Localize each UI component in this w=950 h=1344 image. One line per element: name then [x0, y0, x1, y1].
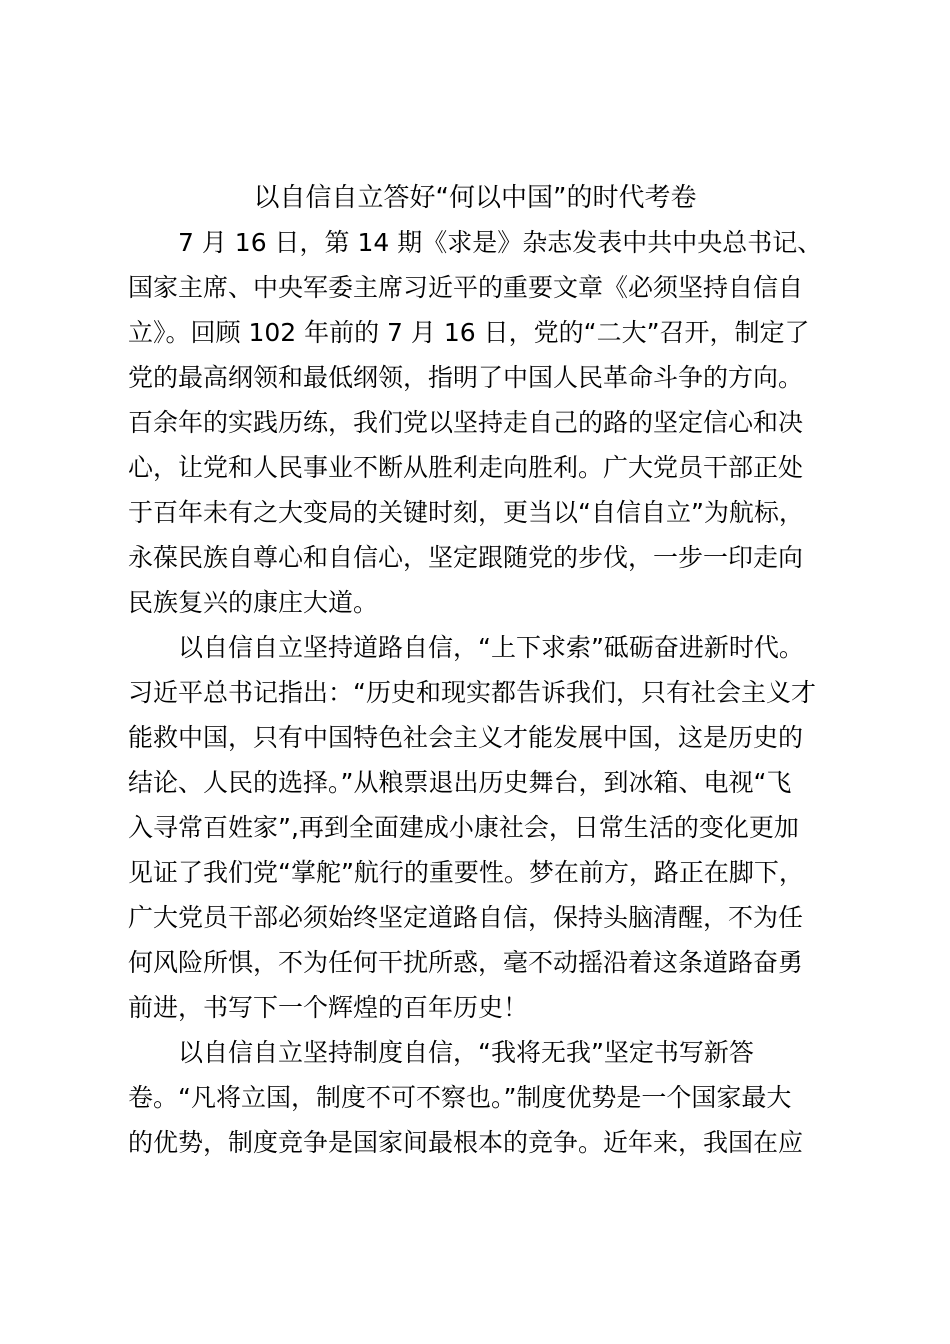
body-line: 于百年未有之大变局的关键时刻，更当以“自信自立”为航标， [128, 498, 804, 527]
body-line: 见证了我们党“掌舵”航行的重要性。梦在前方，路正在脚下， [128, 858, 804, 887]
body-line: 结论、人民的选择。”从粮票退出历史舞台，到冰箱、电视“飞 [128, 768, 792, 797]
body-line: 7 月 16 日，第 14 期《求是》杂志发表中共中央总书记、 [178, 228, 823, 257]
body-line: 的优势，制度竞争是国家间最根本的竞争。近年来，我国在应 [128, 1128, 804, 1157]
body-line: 习近平总书记指出：“历史和现实都告诉我们，只有社会主义才 [128, 678, 816, 707]
body-line: 民族复兴的康庄大道。 [128, 588, 379, 617]
body-line: 入寻常百姓家”,再到全面建成小康社会，日常生活的变化更加 [128, 813, 799, 842]
document-title: 以自信自立答好“何以中国”的时代考卷 [253, 183, 697, 213]
body-line: 国家主席、中央军委主席习近平的重要文章《必须坚持自信自 [128, 273, 804, 302]
body-line: 党的最高纲领和最低纲领，指明了中国人民革命斗争的方向。 [128, 363, 804, 392]
body-line: 卷。“凡将立国，制度不可不察也。”制度优势是一个国家最大 [128, 1083, 792, 1112]
body-line: 以自信自立坚持道路自信，“上下求索”砥砺奋进新时代。 [178, 633, 804, 662]
body-line: 能救中国，只有中国特色社会主义才能发展中国，这是历史的 [128, 723, 804, 752]
body-line: 百余年的实践历练，我们党以坚持走自己的路的坚定信心和决 [128, 408, 804, 437]
body-line: 立》。回顾 102 年前的 7 月 16 日，党的“二大”召开，制定了 [128, 318, 810, 347]
body-line: 永葆民族自尊心和自信心，坚定跟随党的步伐，一步一印走向 [128, 543, 804, 572]
body-line: 何风险所惧，不为任何干扰所惑，毫不动摇沿着这条道路奋勇 [128, 948, 804, 977]
body-line: 心，让党和人民事业不断从胜利走向胜利。广大党员干部正处 [128, 453, 804, 482]
body-line: 以自信自立坚持制度自信，“我将无我”坚定书写新答 [178, 1038, 754, 1067]
body-line: 前进，书写下一个辉煌的百年历史！ [128, 993, 529, 1022]
body-line: 广大党员干部必须始终坚定道路自信，保持头脑清醒，不为任 [128, 903, 804, 932]
